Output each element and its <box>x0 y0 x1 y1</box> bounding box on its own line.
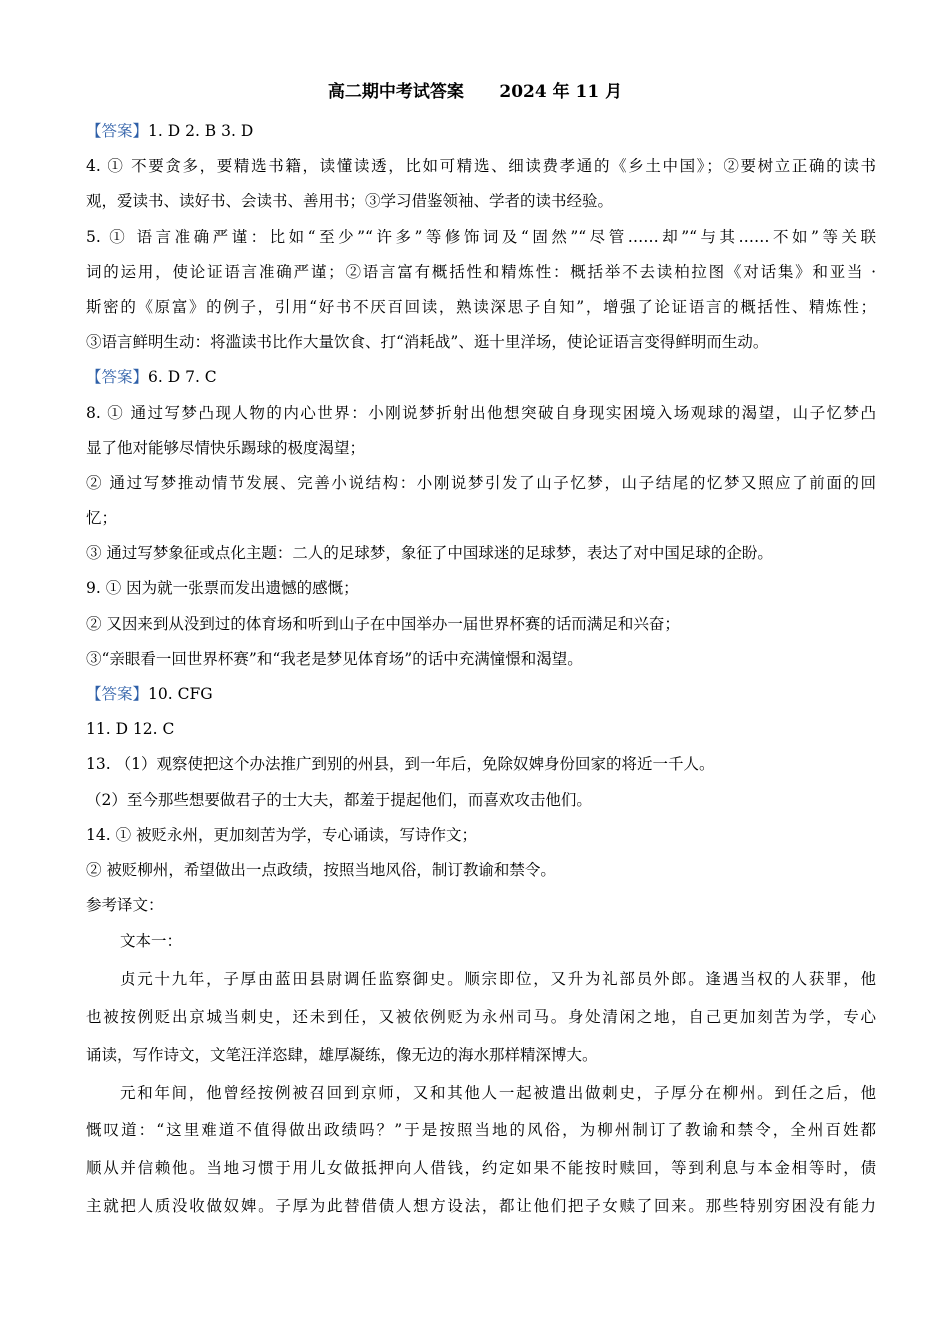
answer-tag: 【答案】 <box>86 122 149 140</box>
q5-line-1: 5. ① 语言准确严谨：比如“至少”“许多”等修饰词及“固然”“尽管……却”“与其……不如”等关联 <box>86 227 876 246</box>
q9-line-2: ② 又因来到从没到过的体育场和听到山子在中国举办一届世界杯赛的话而满足和兴奋； <box>86 614 680 633</box>
translation-line-5: 慨叹道：“这里难道不值得做出政绩吗？”于是按照当地的风俗，为柳州制订了教谕和禁令，全州百姓都 <box>86 1121 876 1140</box>
answer-tag: 【答案】 <box>86 685 149 703</box>
q5-line-4: ③语言鲜明生动：将滥读书比作大量饮食、打“消耗战”、逛十里洋场，使论证语言变得鲜明而生动。 <box>86 333 769 352</box>
translation-line-1: 贞元十九年，子厚由蓝田县尉调任监察御史。顺宗即位，又升为礼部员外郎。逢遇当权的人获罪，他 <box>120 970 876 989</box>
answer-text: 1. D 2. B 3. D <box>148 122 254 140</box>
answer-text: 6. D 7. C <box>148 368 217 387</box>
q5-line-2: 词的运用，使论证语言准确严谨；②语言富有概括性和精炼性：概括举不去读柏拉图《对话集》和亚当 · <box>86 262 876 281</box>
translation-line-7: 主就把人质没收做奴婢。子厚为此替借债人想方设法，都让他们把子女赎了回来。那些特别穷困没有能力 <box>86 1196 876 1215</box>
answer-text: 10. CFG <box>148 685 213 703</box>
q13-line-2: （2）至今那些想要做君子的士大夫，都羞于提起他们，而喜欢攻击他们。 <box>86 790 592 809</box>
q8-line-2: 显了他对能够尽情快乐踢球的极度渴望； <box>86 438 366 457</box>
answer-tag: 【答案】 <box>86 368 149 387</box>
q8-line-4: 忆； <box>86 509 118 528</box>
q11-12-line: 11. D 12. C <box>86 720 175 739</box>
q4-line-1: 4. ① 不要贪多，要精选书籍，读懂读透，比如可精选、细读费孝通的《乡土中国》；②要树立正确的读书 <box>86 157 876 176</box>
q9-line-1: 9. ① 因为就一张票而发出遗憾的感慨； <box>86 579 359 598</box>
q8-line-5: ③ 通过写梦象征或点化主题：二人的足球梦，象征了中国球迷的足球梦，表达了对中国足球的企盼。 <box>86 544 773 563</box>
translation-line-4: 元和年间，他曾经按例被召回到京师，又和其他人一起被遣出做刺史，子厚分在柳州。到任之后，他 <box>120 1083 876 1102</box>
q4-line-2: 观，爱读书、读好书、会读书、善用书；③学习借鉴领袖、学者的读书经验。 <box>86 192 614 211</box>
q5-line-3: 斯密的《原富》的例子，引用“好书不厌百回读，熟读深思子自知”，增强了论证语言的概括性、精炼性； <box>86 297 876 316</box>
page-title: 高二期中考试答案 2024 年 11 月 <box>327 82 623 102</box>
answer-line-1-3 <box>86 114 876 149</box>
q14-line-1: 14. ① 被贬永州，更加刻苦为学，专心诵读，写诗作文； <box>86 825 478 844</box>
q8-line-3: ② 通过写梦推动情节发展、完善小说结构：小刚说梦引发了山子忆梦，山子结尾的忆梦又照应了前面的回 <box>86 473 876 492</box>
translation-line-6: 顺从并信赖他。当地习惯于用儿女做抵押向人借钱，约定如果不能按时赎回，等到利息与本金相等时，债 <box>86 1159 876 1178</box>
answer-line-10 <box>86 677 876 712</box>
translation-line-2: 也被按例贬出京城当刺史，还未到任，又被依例贬为永州司马。身处清闲之地，自己更加刻苦为学，专心 <box>86 1007 876 1026</box>
q14-line-2: ② 被贬柳州，希望做出一点政绩，按照当地风俗，制订教谕和禁令。 <box>86 860 556 879</box>
q13-line-1: 13. （1）观察使把这个办法推广到别的州县，到一年后，免除奴婢身份回家的将近一千人。 <box>86 755 715 774</box>
translation-block <box>86 923 876 1225</box>
reference-translation-heading: 参考译文： <box>86 896 164 915</box>
translation-text-1-label: 文本一： <box>120 932 183 951</box>
answer-content <box>86 114 876 1226</box>
translation-line-3: 诵读，写作诗文，文笔汪洋恣肆，雄厚凝练，像无边的海水那样精深博大。 <box>86 1045 598 1064</box>
q9-line-3: ③“亲眼看一回世界杯赛”和“我老是梦见体育场”的话中充满憧憬和渴望。 <box>86 649 583 668</box>
answer-line-6-7 <box>86 360 876 395</box>
q8-line-1: 8. ① 通过写梦凸现人物的内心世界：小刚说梦折射出他想突破自身现实困境入场观球的渴望，山子忆梦凸 <box>86 403 876 422</box>
